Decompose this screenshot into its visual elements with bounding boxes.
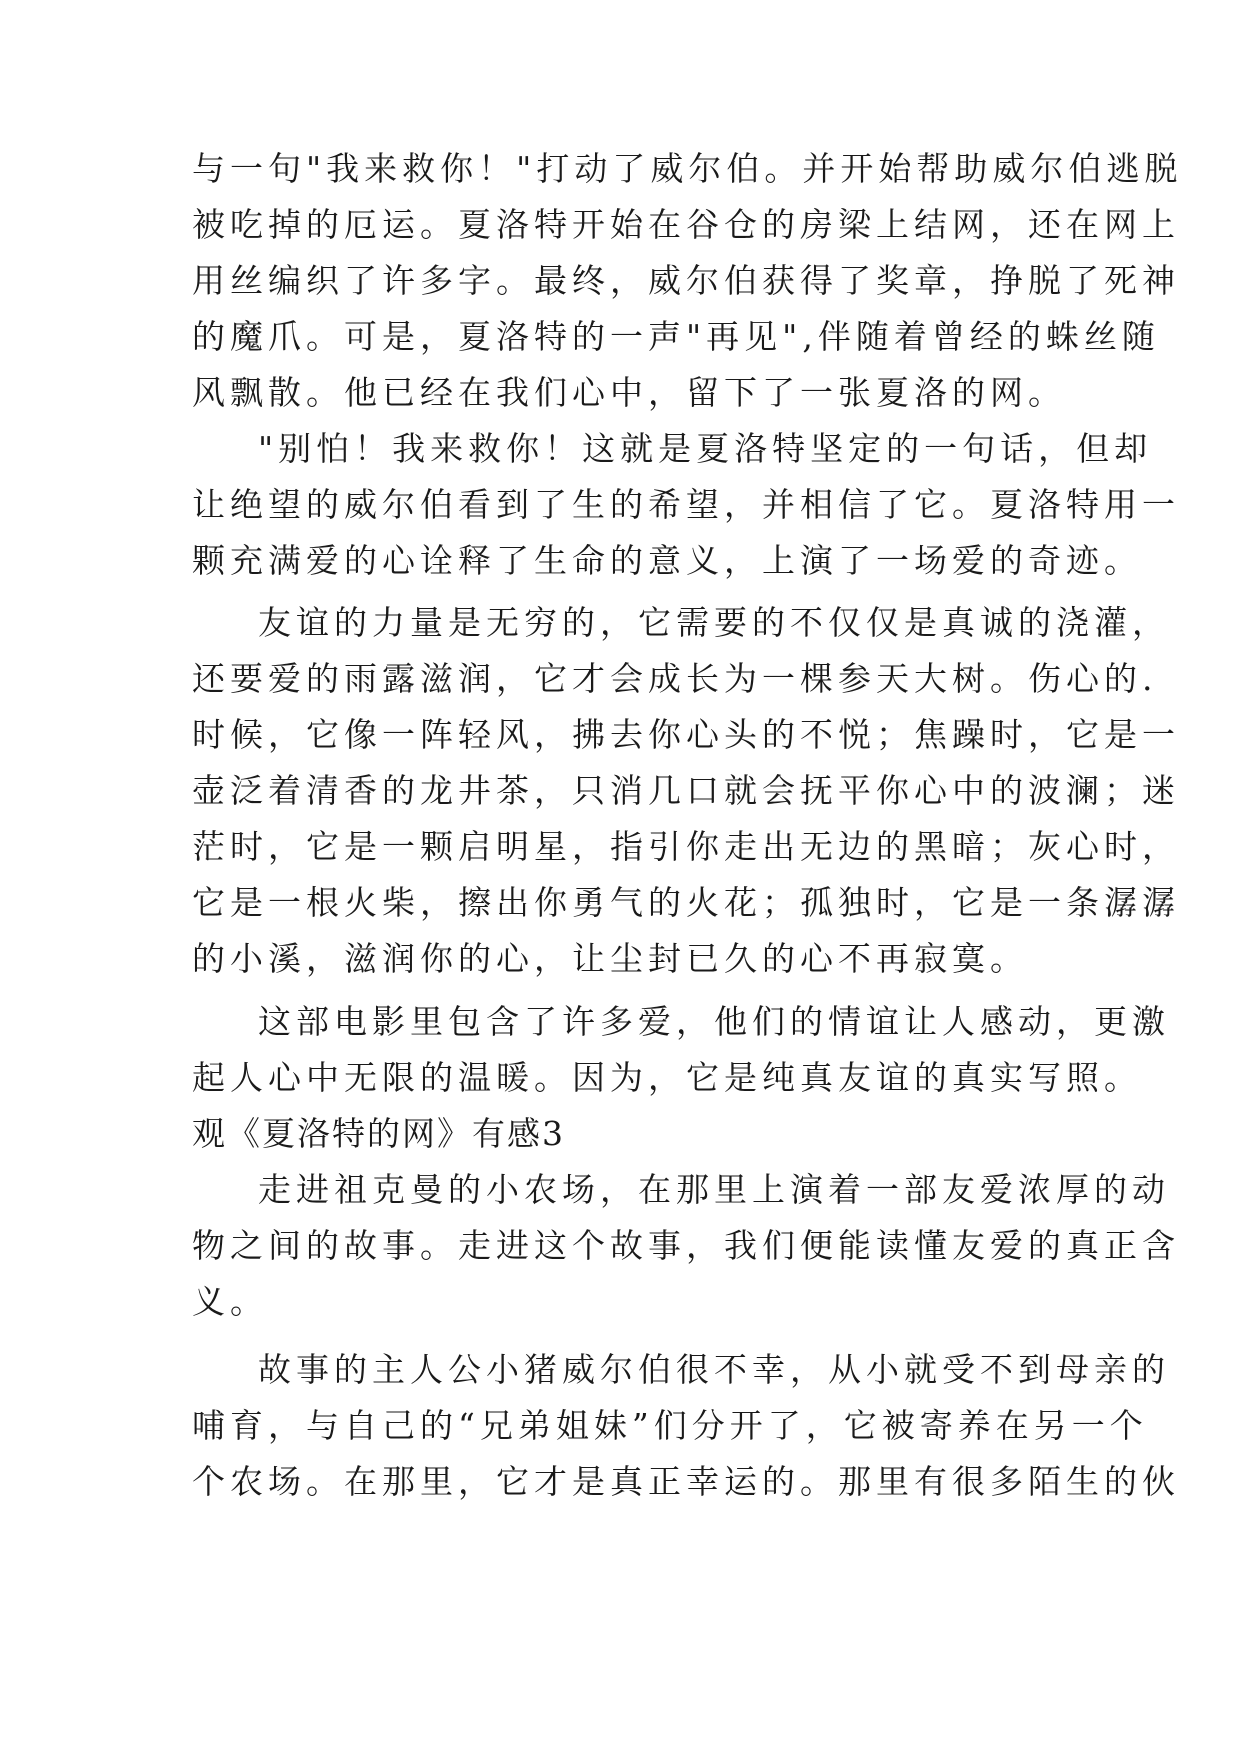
- paragraph-3-line-2: 还要爱的雨露滋润，它才会成长为一棵参天大树。伤心的.: [192, 659, 1158, 698]
- paragraph-3-line-7: 的小溪，滋润你的心，让尘封已久的心不再寂寞。: [192, 939, 1028, 978]
- paragraph-5-line-3: 义。: [192, 1282, 268, 1321]
- paragraph-1-line-5: 风飘散。他已经在我们心中，留下了一张夏洛的网。: [192, 373, 1066, 412]
- paragraph-5-line-1: 走进祖克曼的小农场，在那里上演着一部友爱浓厚的动: [258, 1170, 1170, 1209]
- paragraph-3-line-6: 它是一根火柴，擦出你勇气的火花；孤独时，它是一条潺潺: [192, 883, 1180, 922]
- paragraph-1-line-4: 的魔爪。可是，夏洛特的一声"再见",伴随着曾经的蛛丝随: [192, 317, 1160, 356]
- paragraph-3-line-1: 友谊的力量是无穷的，它需要的不仅仅是真诚的浇灌，: [258, 603, 1170, 642]
- paragraph-1-line-3: 用丝编织了许多字。最终，威尔伯获得了奖章，挣脱了死神: [192, 261, 1180, 300]
- paragraph-2-line-1: "别怕！我来救你！这就是夏洛特坚定的一句话，但却: [258, 429, 1153, 468]
- paragraph-6-line-2: 哺育，与自己的“兄弟姐妹”们分开了，它被寄养在另一个: [192, 1406, 1148, 1445]
- paragraph-6-line-1: 故事的主人公小猪威尔伯很不幸，从小就受不到母亲的: [258, 1350, 1170, 1389]
- paragraph-6-line-3: 个农场。在那里，它才是真正幸运的。那里有很多陌生的伙: [192, 1462, 1180, 1501]
- paragraph-1-line-2: 被吃掉的厄运。夏洛特开始在谷仓的房梁上结网，还在网上: [192, 205, 1180, 244]
- paragraph-1-line-1: 与一句"我来救你！"打动了威尔伯。并开始帮助威尔伯逃脱: [192, 149, 1183, 188]
- paragraph-3-line-5: 茫时，它是一颗启明星，指引你走出无边的黑暗；灰心时，: [192, 827, 1180, 866]
- paragraph-4-line-2: 起人心中无限的温暖。因为，它是纯真友谊的真实写照。: [192, 1058, 1142, 1097]
- paragraph-2-line-2: 让绝望的威尔伯看到了生的希望，并相信了它。夏洛特用一: [192, 485, 1180, 524]
- paragraph-2-line-3: 颗充满爱的心诠释了生命的意义，上演了一场爱的奇迹。: [192, 541, 1142, 580]
- paragraph-3-line-3: 时候，它像一阵轻风，拂去你心头的不悦；焦躁时，它是一: [192, 715, 1180, 754]
- paragraph-4-line-1: 这部电影里包含了许多爱，他们的情谊让人感动，更激: [258, 1002, 1170, 1041]
- paragraph-5-line-2: 物之间的故事。走进这个故事，我们便能读懂友爱的真正含: [192, 1226, 1180, 1265]
- paragraph-3-line-4: 壶泛着清香的龙井茶，只消几口就会抚平你心中的波澜；迷: [192, 771, 1180, 810]
- section-heading: 观《夏洛特的网》有感3: [192, 1114, 565, 1153]
